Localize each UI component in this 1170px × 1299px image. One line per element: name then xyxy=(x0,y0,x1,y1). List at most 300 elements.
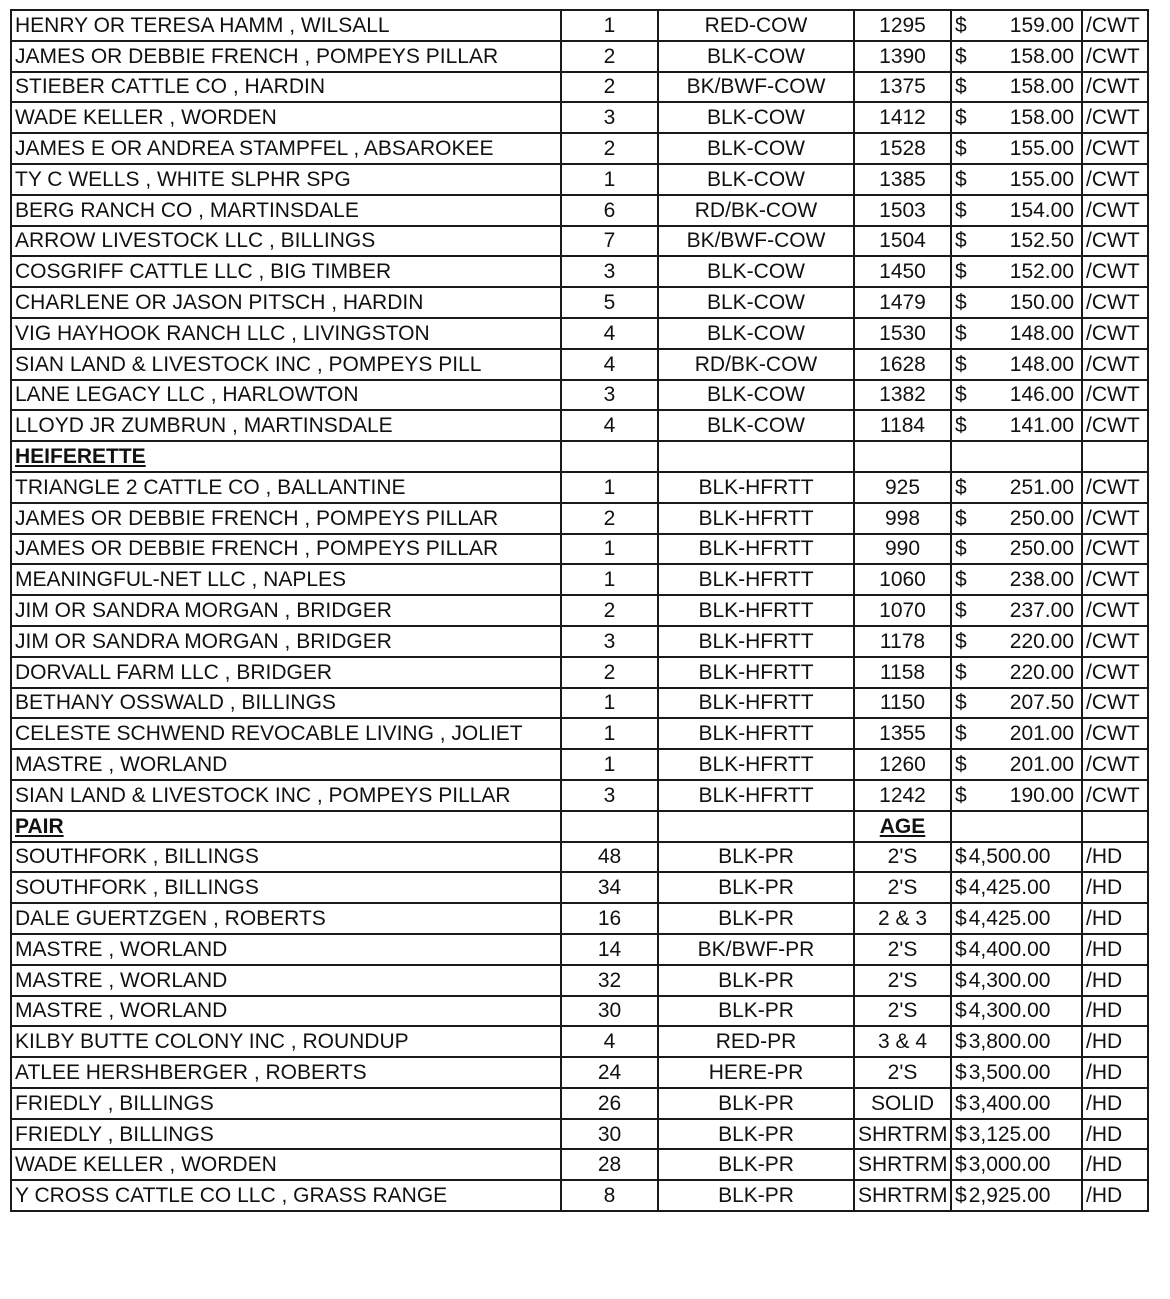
table-row xyxy=(11,1057,1148,1088)
desc-cell: BLK-PR xyxy=(658,996,854,1027)
weight-cell: 1178 xyxy=(854,626,951,657)
unit-cell: /CWT xyxy=(1082,226,1148,257)
price-amount: 141.00 xyxy=(1009,414,1074,438)
table-row xyxy=(11,133,1148,164)
desc-cell: BLK-HFRTT xyxy=(658,595,854,626)
table-row xyxy=(11,842,1148,873)
unit-cell: /HD xyxy=(1082,1149,1148,1180)
currency-symbol: $ xyxy=(955,260,967,284)
desc-cell: BLK-PR xyxy=(658,1180,854,1211)
consignor-cell: JAMES E OR ANDREA STAMPFEL , ABSAROKEE xyxy=(11,133,561,164)
unit-cell: /HD xyxy=(1082,996,1148,1027)
table-row xyxy=(11,287,1148,318)
consignor-cell: JIM OR SANDRA MORGAN , BRIDGER xyxy=(11,626,561,657)
price-amount: 220.00 xyxy=(1009,660,1074,684)
qty-cell: 30 xyxy=(561,996,658,1027)
unit-cell: /CWT xyxy=(1082,10,1148,41)
table-row xyxy=(11,256,1148,287)
qty-cell: 26 xyxy=(561,1088,658,1119)
weight-cell: 990 xyxy=(854,534,951,565)
desc-cell: BLK-COW xyxy=(658,164,854,195)
currency-symbol: $ xyxy=(955,753,967,777)
table-row xyxy=(11,380,1148,411)
qty-cell: 2 xyxy=(561,41,658,72)
qty-cell: 1 xyxy=(561,564,658,595)
desc-cell: BLK-HFRTT xyxy=(658,657,854,688)
desc-cell: RD/BK-COW xyxy=(658,195,854,226)
qty-cell: 1 xyxy=(561,164,658,195)
price-cell xyxy=(951,564,1082,595)
age-cell: 2'S xyxy=(854,965,951,996)
price-cell xyxy=(951,133,1082,164)
consignor-cell: TY C WELLS , WHITE SLPHR SPG xyxy=(11,164,561,195)
qty-cell: 3 xyxy=(561,780,658,811)
weight-cell: 1150 xyxy=(854,688,951,719)
desc-cell: BLK-HFRTT xyxy=(658,780,854,811)
age-cell: 2'S xyxy=(854,934,951,965)
consignor-cell: ATLEE HERSHBERGER , ROBERTS xyxy=(11,1057,561,1088)
unit-cell: /CWT xyxy=(1082,410,1148,441)
qty-cell: 2 xyxy=(561,657,658,688)
consignor-cell: BETHANY OSSWALD , BILLINGS xyxy=(11,688,561,719)
unit-cell: /CWT xyxy=(1082,718,1148,749)
price-cell xyxy=(951,195,1082,226)
qty-cell: 16 xyxy=(561,903,658,934)
section-header-label: PAIR xyxy=(15,814,64,838)
price-cell xyxy=(951,287,1082,318)
price-cell xyxy=(951,934,1082,965)
currency-symbol: $ xyxy=(955,691,967,715)
consignor-cell: JAMES OR DEBBIE FRENCH , POMPEYS PILLAR xyxy=(11,41,561,72)
section-header-cell xyxy=(11,441,561,472)
qty-cell: 1 xyxy=(561,749,658,780)
price-amount: 146.00 xyxy=(1009,383,1074,407)
currency-symbol: $ xyxy=(955,629,967,653)
age-cell: 3 & 4 xyxy=(854,1026,951,1057)
age-cell: 2'S xyxy=(854,1057,951,1088)
price-amount: 150.00 xyxy=(1009,291,1074,315)
desc-cell: BLK-PR xyxy=(658,1149,854,1180)
unit-cell: /HD xyxy=(1082,872,1148,903)
desc-cell: BLK-COW xyxy=(658,410,854,441)
unit-cell: /CWT xyxy=(1082,749,1148,780)
unit-cell: /CWT xyxy=(1082,564,1148,595)
table-row xyxy=(11,903,1148,934)
weight-cell: 1060 xyxy=(854,564,951,595)
table-row xyxy=(11,595,1148,626)
qty-cell: 7 xyxy=(561,226,658,257)
currency-symbol: $ xyxy=(955,1184,967,1208)
desc-cell: BLK-COW xyxy=(658,41,854,72)
consignor-cell: SIAN LAND & LIVESTOCK INC , POMPEYS PILLAR xyxy=(11,780,561,811)
currency-symbol: $ xyxy=(955,352,967,376)
qty-cell: 3 xyxy=(561,626,658,657)
weight-cell: 1070 xyxy=(854,595,951,626)
currency-symbol: $ xyxy=(955,1091,967,1115)
unit-cell: /HD xyxy=(1082,1026,1148,1057)
currency-symbol: $ xyxy=(955,506,967,530)
qty-cell: 1 xyxy=(561,718,658,749)
unit-cell: /CWT xyxy=(1082,380,1148,411)
price-amount: 152.00 xyxy=(1009,260,1074,284)
consignor-cell: MEANINGFUL-NET LLC , NAPLES xyxy=(11,564,561,595)
qty-cell: 28 xyxy=(561,1149,658,1180)
qty-cell xyxy=(561,811,658,842)
qty-cell: 2 xyxy=(561,503,658,534)
price-cell xyxy=(951,749,1082,780)
price-amount: 2,925.00 xyxy=(968,1184,1051,1208)
unit-cell: /CWT xyxy=(1082,595,1148,626)
price-cell xyxy=(951,164,1082,195)
qty-cell: 4 xyxy=(561,1026,658,1057)
consignor-cell: TRIANGLE 2 CATTLE CO , BALLANTINE xyxy=(11,472,561,503)
table-row xyxy=(11,934,1148,965)
unit-cell: /HD xyxy=(1082,1057,1148,1088)
table-row xyxy=(11,718,1148,749)
price-amount: 158.00 xyxy=(1009,75,1074,99)
price-amount: 158.00 xyxy=(1009,44,1074,68)
price-cell xyxy=(951,688,1082,719)
unit-cell: /CWT xyxy=(1082,472,1148,503)
price-cell xyxy=(951,410,1082,441)
price-amount: 4,300.00 xyxy=(968,999,1051,1023)
price-amount: 154.00 xyxy=(1009,198,1074,222)
currency-symbol: $ xyxy=(955,1122,967,1146)
consignor-cell: Y CROSS CATTLE CO LLC , GRASS RANGE xyxy=(11,1180,561,1211)
price-amount: 190.00 xyxy=(1009,783,1074,807)
table-row xyxy=(11,872,1148,903)
price-cell xyxy=(951,965,1082,996)
currency-symbol: $ xyxy=(955,321,967,345)
unit-cell: /CWT xyxy=(1082,72,1148,103)
unit-cell: /CWT xyxy=(1082,133,1148,164)
unit-cell: /HD xyxy=(1082,842,1148,873)
table-row xyxy=(11,626,1148,657)
desc-cell: BK/BWF-PR xyxy=(658,934,854,965)
consignor-cell: LANE LEGACY LLC , HARLOWTON xyxy=(11,380,561,411)
age-header-label: AGE xyxy=(879,814,926,838)
table-row xyxy=(11,318,1148,349)
price-amount: 159.00 xyxy=(1009,13,1074,37)
consignor-cell: CHARLENE OR JASON PITSCH , HARDIN xyxy=(11,287,561,318)
unit-cell: /CWT xyxy=(1082,534,1148,565)
table-row xyxy=(11,472,1148,503)
desc-cell: BLK-PR xyxy=(658,842,854,873)
qty-cell: 2 xyxy=(561,595,658,626)
desc-cell: BLK-PR xyxy=(658,1088,854,1119)
consignor-cell: BERG RANCH CO , MARTINSDALE xyxy=(11,195,561,226)
consignor-cell: FRIEDLY , BILLINGS xyxy=(11,1088,561,1119)
price-amount: 4,400.00 xyxy=(968,937,1051,961)
weight-cell: 998 xyxy=(854,503,951,534)
sale-results-table xyxy=(10,9,1149,1212)
currency-symbol: $ xyxy=(955,137,967,161)
unit-cell: /HD xyxy=(1082,965,1148,996)
consignor-cell: WADE KELLER , WORDEN xyxy=(11,1149,561,1180)
section-header-label: HEIFERETTE xyxy=(15,445,146,469)
weight-cell: 1260 xyxy=(854,749,951,780)
qty-cell: 2 xyxy=(561,133,658,164)
qty-cell: 3 xyxy=(561,380,658,411)
table-row xyxy=(11,688,1148,719)
unit-cell xyxy=(1082,811,1148,842)
currency-symbol: $ xyxy=(955,999,967,1023)
consignor-cell: MASTRE , WORLAND xyxy=(11,996,561,1027)
price-cell xyxy=(951,349,1082,380)
table-row xyxy=(11,1088,1148,1119)
qty-cell: 48 xyxy=(561,842,658,873)
price-cell xyxy=(951,472,1082,503)
table-row xyxy=(11,996,1148,1027)
qty-cell: 4 xyxy=(561,318,658,349)
weight-cell: 1385 xyxy=(854,164,951,195)
weight-cell xyxy=(854,441,951,472)
price-cell xyxy=(951,842,1082,873)
currency-symbol: $ xyxy=(955,599,967,623)
unit-cell: /HD xyxy=(1082,1088,1148,1119)
price-cell xyxy=(951,41,1082,72)
price-cell xyxy=(951,441,1082,472)
price-cell xyxy=(951,503,1082,534)
consignor-cell: SOUTHFORK , BILLINGS xyxy=(11,842,561,873)
price-cell xyxy=(951,657,1082,688)
unit-cell: /CWT xyxy=(1082,164,1148,195)
qty-cell: 4 xyxy=(561,349,658,380)
price-amount: 4,425.00 xyxy=(968,907,1051,930)
desc-cell: HERE-PR xyxy=(658,1057,854,1088)
price-amount: 4,500.00 xyxy=(968,845,1051,869)
qty-cell: 14 xyxy=(561,934,658,965)
weight-cell: 1628 xyxy=(854,349,951,380)
currency-symbol: $ xyxy=(955,475,967,499)
consignor-cell: MASTRE , WORLAND xyxy=(11,934,561,965)
consignor-cell: CELESTE SCHWEND REVOCABLE LIVING , JOLIET xyxy=(11,718,561,749)
weight-cell: 1295 xyxy=(854,10,951,41)
age-cell: SHRTRM xyxy=(854,1119,951,1150)
unit-cell: /CWT xyxy=(1082,688,1148,719)
desc-cell: RED-COW xyxy=(658,10,854,41)
price-cell xyxy=(951,380,1082,411)
desc-cell: RED-PR xyxy=(658,1026,854,1057)
unit-cell: /HD xyxy=(1082,1180,1148,1211)
age-cell: SHRTRM xyxy=(854,1180,951,1211)
price-cell xyxy=(951,903,1082,934)
table-row xyxy=(11,349,1148,380)
table-row xyxy=(11,657,1148,688)
desc-cell: BLK-HFRTT xyxy=(658,749,854,780)
currency-symbol: $ xyxy=(955,937,967,961)
price-cell xyxy=(951,534,1082,565)
table-row xyxy=(11,195,1148,226)
weight-cell: 1158 xyxy=(854,657,951,688)
desc-cell: RD/BK-COW xyxy=(658,349,854,380)
price-amount: 251.00 xyxy=(1009,475,1074,499)
unit-cell: /HD xyxy=(1082,1119,1148,1150)
currency-symbol: $ xyxy=(955,106,967,130)
unit-cell: /CWT xyxy=(1082,349,1148,380)
desc-cell: BLK-PR xyxy=(658,903,854,934)
table-row xyxy=(11,564,1148,595)
age-cell: 2'S xyxy=(854,842,951,873)
desc-cell: BLK-PR xyxy=(658,965,854,996)
currency-symbol: $ xyxy=(955,13,967,37)
price-amount: 3,800.00 xyxy=(968,1030,1051,1054)
qty-cell: 1 xyxy=(561,10,658,41)
currency-symbol: $ xyxy=(955,968,967,992)
price-amount: 3,000.00 xyxy=(968,1153,1051,1177)
consignor-cell: MASTRE , WORLAND xyxy=(11,749,561,780)
price-cell xyxy=(951,256,1082,287)
qty-cell: 1 xyxy=(561,688,658,719)
qty-cell: 1 xyxy=(561,472,658,503)
currency-symbol: $ xyxy=(955,1060,967,1084)
qty-cell: 34 xyxy=(561,872,658,903)
unit-cell: /CWT xyxy=(1082,657,1148,688)
weight-cell: 925 xyxy=(854,472,951,503)
weight-cell: 1184 xyxy=(854,410,951,441)
desc-cell: BLK-HFRTT xyxy=(658,626,854,657)
currency-symbol: $ xyxy=(955,383,967,407)
consignor-cell: SOUTHFORK , BILLINGS xyxy=(11,872,561,903)
table-row xyxy=(11,749,1148,780)
weight-cell: 1375 xyxy=(854,72,951,103)
price-amount: 207.50 xyxy=(1009,691,1074,715)
consignor-cell: SIAN LAND & LIVESTOCK INC , POMPEYS PILL xyxy=(11,349,561,380)
qty-cell: 5 xyxy=(561,287,658,318)
qty-cell: 1 xyxy=(561,534,658,565)
price-amount: 4,300.00 xyxy=(968,968,1051,992)
currency-symbol: $ xyxy=(955,660,967,684)
unit-cell: /CWT xyxy=(1082,256,1148,287)
consignor-cell: WADE KELLER , WORDEN xyxy=(11,102,561,133)
price-cell xyxy=(951,1119,1082,1150)
currency-symbol: $ xyxy=(955,537,967,561)
unit-cell: /CWT xyxy=(1082,102,1148,133)
currency-symbol: $ xyxy=(955,229,967,253)
price-cell xyxy=(951,718,1082,749)
currency-symbol: $ xyxy=(955,198,967,222)
section-header-row xyxy=(11,441,1148,472)
currency-symbol: $ xyxy=(955,907,967,930)
consignor-cell: KILBY BUTTE COLONY INC , ROUNDUP xyxy=(11,1026,561,1057)
weight-cell: 1479 xyxy=(854,287,951,318)
age-cell: 2'S xyxy=(854,872,951,903)
weight-cell: 1450 xyxy=(854,256,951,287)
price-cell xyxy=(951,872,1082,903)
price-amount: 3,400.00 xyxy=(968,1091,1051,1115)
unit-cell: /CWT xyxy=(1082,780,1148,811)
consignor-cell: HENRY OR TERESA HAMM , WILSALL xyxy=(11,10,561,41)
price-cell xyxy=(951,10,1082,41)
desc-cell: BLK-COW xyxy=(658,133,854,164)
price-amount: 201.00 xyxy=(1009,722,1074,746)
currency-symbol: $ xyxy=(955,167,967,191)
currency-symbol: $ xyxy=(955,1153,967,1177)
qty-cell: 3 xyxy=(561,102,658,133)
unit-cell: /CWT xyxy=(1082,318,1148,349)
currency-symbol: $ xyxy=(955,845,967,869)
desc-cell: BLK-HFRTT xyxy=(658,688,854,719)
table-row xyxy=(11,534,1148,565)
currency-symbol: $ xyxy=(955,722,967,746)
price-amount: 250.00 xyxy=(1009,537,1074,561)
section-header-cell xyxy=(11,811,561,842)
weight-cell: 1242 xyxy=(854,780,951,811)
price-amount: 238.00 xyxy=(1009,568,1074,592)
age-cell: SOLID xyxy=(854,1088,951,1119)
unit-cell: /CWT xyxy=(1082,503,1148,534)
currency-symbol: $ xyxy=(955,568,967,592)
consignor-cell: JIM OR SANDRA MORGAN , BRIDGER xyxy=(11,595,561,626)
currency-symbol: $ xyxy=(955,44,967,68)
price-cell xyxy=(951,318,1082,349)
unit-cell: /CWT xyxy=(1082,41,1148,72)
price-cell xyxy=(951,780,1082,811)
price-cell xyxy=(951,226,1082,257)
price-cell xyxy=(951,72,1082,103)
table-row xyxy=(11,164,1148,195)
table-row xyxy=(11,780,1148,811)
currency-symbol: $ xyxy=(955,783,967,807)
qty-cell xyxy=(561,441,658,472)
price-cell xyxy=(951,996,1082,1027)
unit-cell: /CWT xyxy=(1082,287,1148,318)
desc-cell: BLK-COW xyxy=(658,256,854,287)
qty-cell: 30 xyxy=(561,1119,658,1150)
table-row xyxy=(11,226,1148,257)
weight-cell: 1503 xyxy=(854,195,951,226)
desc-cell: BLK-PR xyxy=(658,872,854,903)
unit-cell: /CWT xyxy=(1082,195,1148,226)
desc-cell: BLK-COW xyxy=(658,287,854,318)
consignor-cell: VIG HAYHOOK RANCH LLC , LIVINGSTON xyxy=(11,318,561,349)
weight-cell: 1412 xyxy=(854,102,951,133)
desc-cell: BK/BWF-COW xyxy=(658,72,854,103)
currency-symbol: $ xyxy=(955,291,967,315)
price-amount: 201.00 xyxy=(1009,753,1074,777)
price-amount: 237.00 xyxy=(1009,599,1074,623)
consignor-cell: MASTRE , WORLAND xyxy=(11,965,561,996)
currency-symbol: $ xyxy=(955,1030,967,1054)
table-row xyxy=(11,72,1148,103)
weight-cell: 1504 xyxy=(854,226,951,257)
currency-symbol: $ xyxy=(955,75,967,99)
price-amount: 4,425.00 xyxy=(968,876,1051,900)
consignor-cell: DORVALL FARM LLC , BRIDGER xyxy=(11,657,561,688)
qty-cell: 2 xyxy=(561,72,658,103)
age-cell: 2'S xyxy=(854,996,951,1027)
consignor-cell: LLOYD JR ZUMBRUN , MARTINSDALE xyxy=(11,410,561,441)
price-cell xyxy=(951,1088,1082,1119)
age-cell: 2 & 3 xyxy=(854,903,951,934)
desc-cell xyxy=(658,811,854,842)
unit-cell: /HD xyxy=(1082,934,1148,965)
qty-cell: 4 xyxy=(561,410,658,441)
table-row xyxy=(11,41,1148,72)
price-amount: 148.00 xyxy=(1009,321,1074,345)
price-amount: 220.00 xyxy=(1009,629,1074,653)
desc-cell: BLK-HFRTT xyxy=(658,534,854,565)
consignor-cell: FRIEDLY , BILLINGS xyxy=(11,1119,561,1150)
age-cell: SHRTRM xyxy=(854,1149,951,1180)
price-amount: 148.00 xyxy=(1009,352,1074,376)
price-cell xyxy=(951,102,1082,133)
price-cell xyxy=(951,595,1082,626)
price-amount: 250.00 xyxy=(1009,506,1074,530)
qty-cell: 8 xyxy=(561,1180,658,1211)
consignor-cell: COSGRIFF CATTLE LLC , BIG TIMBER xyxy=(11,256,561,287)
price-cell xyxy=(951,811,1082,842)
